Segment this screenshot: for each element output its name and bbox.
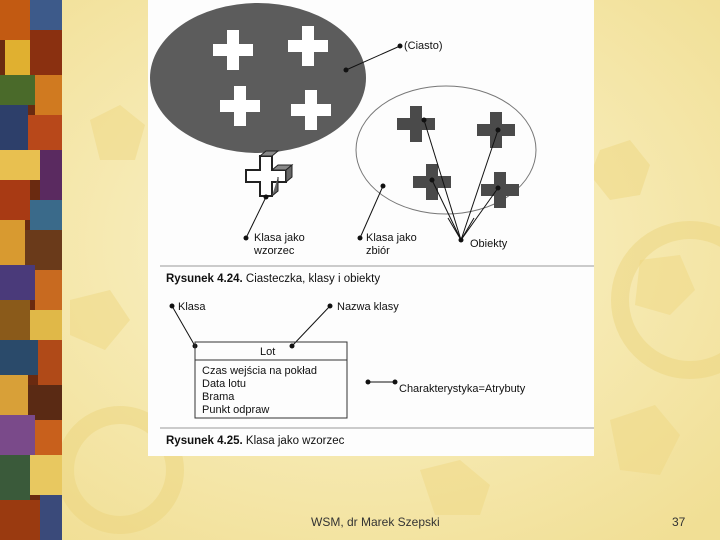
label-klasa-zbior-line1: Klasa jako	[366, 232, 417, 244]
footer-author: WSM, dr Marek Szepski	[311, 515, 440, 529]
label-ciasto: (Ciasto)	[404, 40, 443, 52]
label-klasa-wzorzec-line1: Klasa jako	[254, 232, 305, 244]
caption-figure-4-25: Rysunek 4.25. Klasa jako wzorzec	[166, 435, 345, 447]
label-klasa-zbior-line2: zbiór	[366, 245, 390, 257]
cookie-cutter-template	[246, 151, 292, 196]
flight-class-diagram	[170, 301, 526, 418]
class-attribute: Punkt odpraw	[202, 404, 270, 416]
label-nazwa-klasy: Nazwa klasy	[337, 301, 399, 313]
class-attribute: Czas wejścia na pokład	[202, 365, 317, 377]
dough-ellipse	[150, 3, 366, 153]
label-obiekty: Obiekty	[470, 238, 508, 250]
class-name: Lot	[260, 346, 276, 358]
label-klasa: Klasa	[178, 301, 206, 313]
label-charakterystyka: Charakterystyka=Atrybuty	[399, 383, 526, 395]
class-attribute: Brama	[202, 391, 235, 403]
cookie-class-diagram	[150, 3, 536, 257]
caption-figure-4-24: Rysunek 4.24. Ciasteczka, klasy i obiekty	[166, 273, 381, 285]
scanned-figure	[148, 0, 594, 456]
decorative-mosaic-strip	[0, 0, 62, 540]
label-klasa-wzorzec-line2: wzorzec	[254, 245, 295, 257]
page-number: 37	[672, 515, 686, 529]
class-attribute: Data lotu	[202, 378, 247, 390]
